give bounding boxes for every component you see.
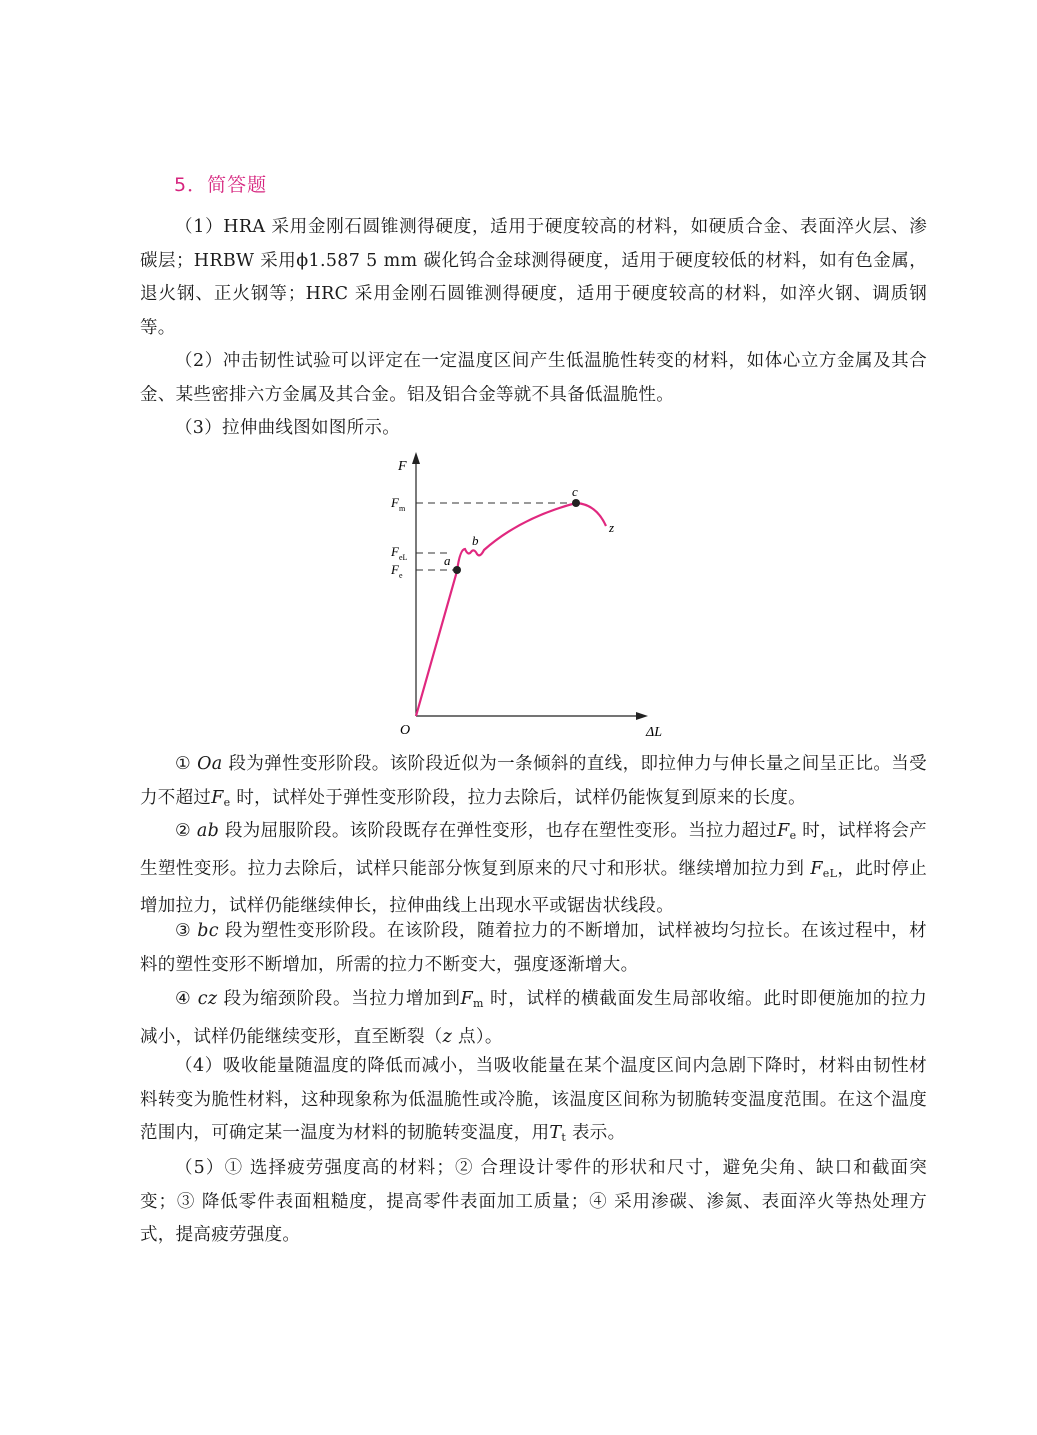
item-2-text-b: 时，试样将会产生塑性变形。拉力去除后，试样只能部分恢复到原来的尺寸和形状。继续增加拉力到 [140, 821, 927, 879]
point-a-label: a [444, 553, 451, 568]
answer-1-label: （1） [175, 217, 224, 237]
force-fe-sub: e [223, 795, 231, 809]
segment-cz: cz [197, 989, 218, 1009]
item-3-number: ③ [175, 921, 192, 941]
answer-4 [140, 1050, 927, 1155]
item-2-text-c: ，此时停止增加拉力，试样仍能继续伸长，拉伸曲线上出现水平或锯齿状线段。 [140, 858, 927, 916]
answer-1-text-b: 1.587 5 mm 碳化钨合金球测得硬度，适用于硬度较低的材料，如有色金属，退火钢、正火钢等；HRC 采用金刚石圆锥测得硬度，适用于硬度较高的材料，如淬火钢、调质钢等。 [140, 250, 927, 338]
fe-label: $F_e$ [391, 562, 403, 580]
force-fel: F [810, 858, 823, 879]
force-fm-sub: m [473, 997, 484, 1010]
fm-label: $F_m$ [391, 495, 406, 513]
force-fe: F [777, 821, 790, 841]
segment-ab: ab [196, 821, 220, 841]
answer-1 [140, 211, 927, 345]
phi-symbol: ϕ [296, 250, 309, 271]
item-4-number: ④ [175, 989, 192, 1009]
x-axis-label: ΔL [646, 725, 663, 740]
item-2-number: ② [175, 821, 191, 841]
point-z-label: z [609, 520, 615, 535]
segment-oa: Oa [197, 754, 223, 774]
item-1-number: ① [175, 754, 192, 774]
force-fel-sub: eL [822, 866, 838, 880]
temperature-tt-sub: t [561, 1131, 567, 1144]
item-bc [140, 915, 927, 982]
answer-5: （5）① 选择疲劳强度高的材料；② 合理设计零件的形状和尺寸，避免尖角、缺口和截面突变；③ 降低零件表面粗糙度，提高零件表面加工质量；④ 采用渗碳、渗氮、表面淬火等热处理方式，提高疲劳强度。 [140, 1158, 927, 1245]
force-fm: F [460, 989, 474, 1009]
item-ab [140, 815, 927, 924]
x-axis-arrow-icon [636, 712, 648, 720]
point-a-dot [453, 566, 461, 574]
temperature-tt: T [549, 1123, 562, 1143]
answer-1-text-a: HRA 采用金刚石圆锥测得硬度，适用于硬度较高的材料，如硬质合金、表面淬火层、渗碳层；HRBW 采用 [140, 217, 927, 271]
force-fe: F [211, 787, 224, 808]
item-4-text-c: 点）。 [458, 1026, 503, 1047]
point-c-label: c [572, 484, 578, 499]
answer-4-text-a: （4）吸收能量随温度的降低而减小，当吸收能量在某个温度区间内急剧下降时，材料由韧性材料转变为脆性材料，这种现象称为低温脆性或冷脆，该温度区间称为韧脆转变温度范围。在这个温度范围内，可确定某一温度为材料的韧脆转变温度，用 [140, 1056, 927, 1143]
y-axis-label: F [398, 459, 407, 474]
segment-bc: bc [197, 921, 219, 941]
answer-3-intro: （3）拉伸曲线图如图所示。 [175, 418, 401, 438]
answer-4-text-b: 表示。 [572, 1123, 626, 1143]
fel-label: $F_{eL}$ [391, 544, 408, 562]
item-2-text-a: 段为屈服阶段。该阶段既存在弹性变形，也存在塑性变形。当拉力超过 [225, 821, 778, 841]
answer-2: （2）冲击韧性试验可以评定在一定温度区间产生低温脆性转变的材料，如体心立方金属及其合金、某些密排六方金属及其合金。铝及铝合金等就不具备低温脆性。 [140, 351, 927, 405]
tensile-curve [416, 503, 606, 716]
item-oa [140, 748, 927, 819]
origin-label: O [400, 723, 411, 738]
point-c-dot [572, 499, 580, 507]
item-3-text: 段为塑性变形阶段。在该阶段，随着拉力的不断增加，试样被均匀拉长。在该过程中，材料的塑性变形不断增加，所需的拉力不断变大，强度逐渐增大。 [140, 921, 927, 975]
item-cz [140, 983, 927, 1054]
item-4-text-b: 时，试样的横截面发生局部收缩。此时即便施加的拉力减小，试样仍能继续变形，直至断裂（ [140, 989, 927, 1047]
section-heading: 5．简答题 [174, 174, 268, 196]
item-1-text-a: 段为弹性变形阶段。该阶段近似为一条倾斜的直线，即拉伸力与伸长量之间呈正比。当受力不超过 [140, 754, 927, 808]
point-b-label: b [472, 533, 479, 548]
item-1-text-b: 时，试样处于弹性变形阶段，拉力去除后，试样仍能恢复到原来的长度。 [236, 787, 806, 808]
point-z: z [442, 1026, 453, 1047]
item-4-text-a: 段为缩颈阶段。当拉力增加到 [223, 989, 461, 1009]
force-fe-sub: e [789, 829, 797, 842]
y-axis-arrow-icon [412, 452, 420, 464]
tensile-curve-figure [380, 448, 680, 748]
